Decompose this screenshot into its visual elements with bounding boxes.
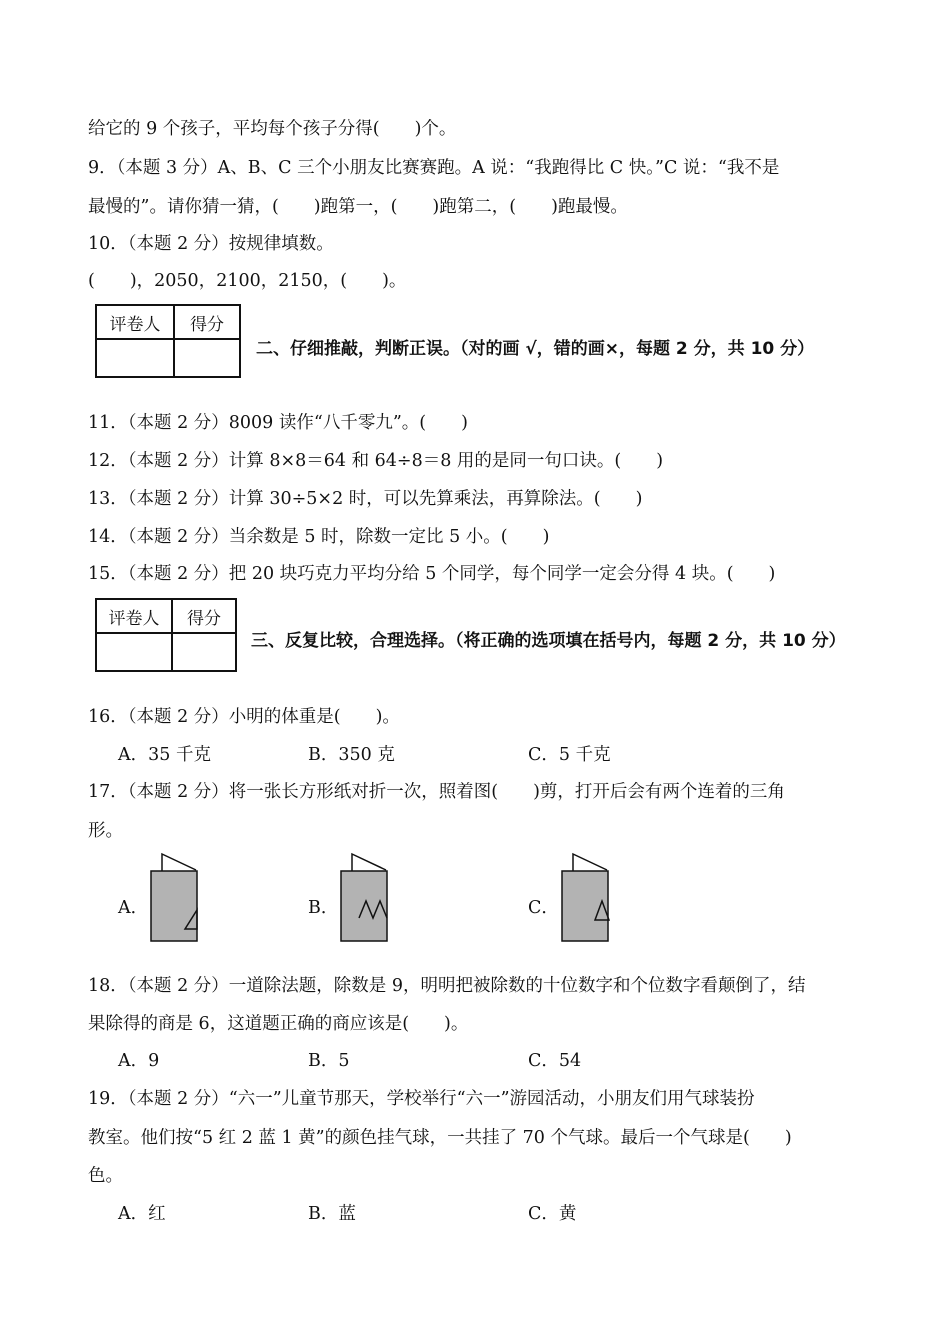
score-cell <box>172 633 236 671</box>
reviewer-cell <box>96 633 172 671</box>
q19-option-c: C．黄 <box>528 1204 577 1224</box>
q16-option-c: C．5 千克 <box>528 745 611 765</box>
q19-option-b: B．蓝 <box>308 1204 356 1224</box>
q18-option-c: C．54 <box>528 1051 582 1071</box>
q16-line: 16．（本题 2 分）小明的体重是( )。 <box>88 707 400 727</box>
q8-tail-text: 给它的 9 个孩子，平均每个孩子分得( )个。 <box>88 119 457 139</box>
q17-option-a: A． <box>118 898 149 918</box>
q11-line: 11．（本题 2 分）8009 读作“八千零九”。( ) <box>88 413 468 433</box>
q17-option-c: C． <box>528 898 559 918</box>
q18-option-b: B．5 <box>308 1051 350 1071</box>
score-table-section-3 <box>95 598 237 672</box>
q9-line-1: 9．（本题 3 分）A、B、C 三个小朋友比赛赛跑。A 说：“我跑得比 C 快。”C 说：“我不是 <box>88 158 780 178</box>
q19-line-2: 教室。他们按“5 红 2 蓝 1 黄”的颜色挂气球，一共挂了 70 个气球。最后一个气球是( ) <box>88 1128 792 1148</box>
folded-paper-b-figure <box>336 852 392 946</box>
q18-line-2: 果除得的商是 6，这道题正确的商应该是( )。 <box>88 1014 469 1034</box>
q16-option-a: A．35 千克 <box>118 745 211 765</box>
q9-line-2: 最慢的”。请你猜一猜，( )跑第一，( )跑第二，( )跑最慢。 <box>88 197 628 217</box>
q17-option-b: B． <box>308 898 339 918</box>
q19-line-3: 色。 <box>88 1166 123 1186</box>
q17-line-1: 17．（本题 2 分）将一张长方形纸对折一次，照着图( )剪，打开后会有两个连着的三角 <box>88 782 785 802</box>
q19-line-1: 19．（本题 2 分）“六一”儿童节那天，学校举行“六一”游园活动，小朋友们用气球装扮 <box>88 1089 755 1109</box>
score-label: 得分 <box>174 305 240 339</box>
score-label: 得分 <box>172 599 236 633</box>
q13-line: 13．（本题 2 分）计算 30÷5×2 时，可以先算乘法，再算除法。( ) <box>88 489 643 509</box>
q15-line: 15．（本题 2 分）把 20 块巧克力平均分给 5 个同学，每个同学一定会分得 4 块。( ) <box>88 564 776 584</box>
q17-line-2: 形。 <box>88 821 123 841</box>
section-3-title: 三、反复比较，合理选择。（将正确的选项填在括号内，每题 2 分，共 10 分） <box>251 631 846 651</box>
score-cell <box>174 339 240 377</box>
reviewer-cell <box>96 339 174 377</box>
q12-line: 12．（本题 2 分）计算 8×8＝64 和 64÷8＝8 用的是同一句口诀。( ) <box>88 451 664 471</box>
section-2-title: 二、仔细推敲，判断正误。（对的画 √，错的画×，每题 2 分，共 10 分） <box>256 339 815 359</box>
q16-option-b: B．350 克 <box>308 745 395 765</box>
reviewer-label: 评卷人 <box>96 599 172 633</box>
q19-option-a: A．红 <box>118 1204 166 1224</box>
q18-line-1: 18．（本题 2 分）一道除法题，除数是 9，明明把被除数的十位数字和个位数字看颠倒了，结 <box>88 976 806 996</box>
q10-line-1: 10．（本题 2 分）按规律填数。 <box>88 234 334 254</box>
folded-paper-a-figure <box>146 852 202 946</box>
q18-option-a: A．9 <box>118 1051 160 1071</box>
q10-line-2: ( )，2050，2100，2150，( )。 <box>88 271 407 291</box>
q14-line: 14．（本题 2 分）当余数是 5 时，除数一定比 5 小。( ) <box>88 527 550 547</box>
folded-paper-c-figure <box>557 852 613 946</box>
reviewer-label: 评卷人 <box>96 305 174 339</box>
score-table-section-2 <box>95 304 241 378</box>
